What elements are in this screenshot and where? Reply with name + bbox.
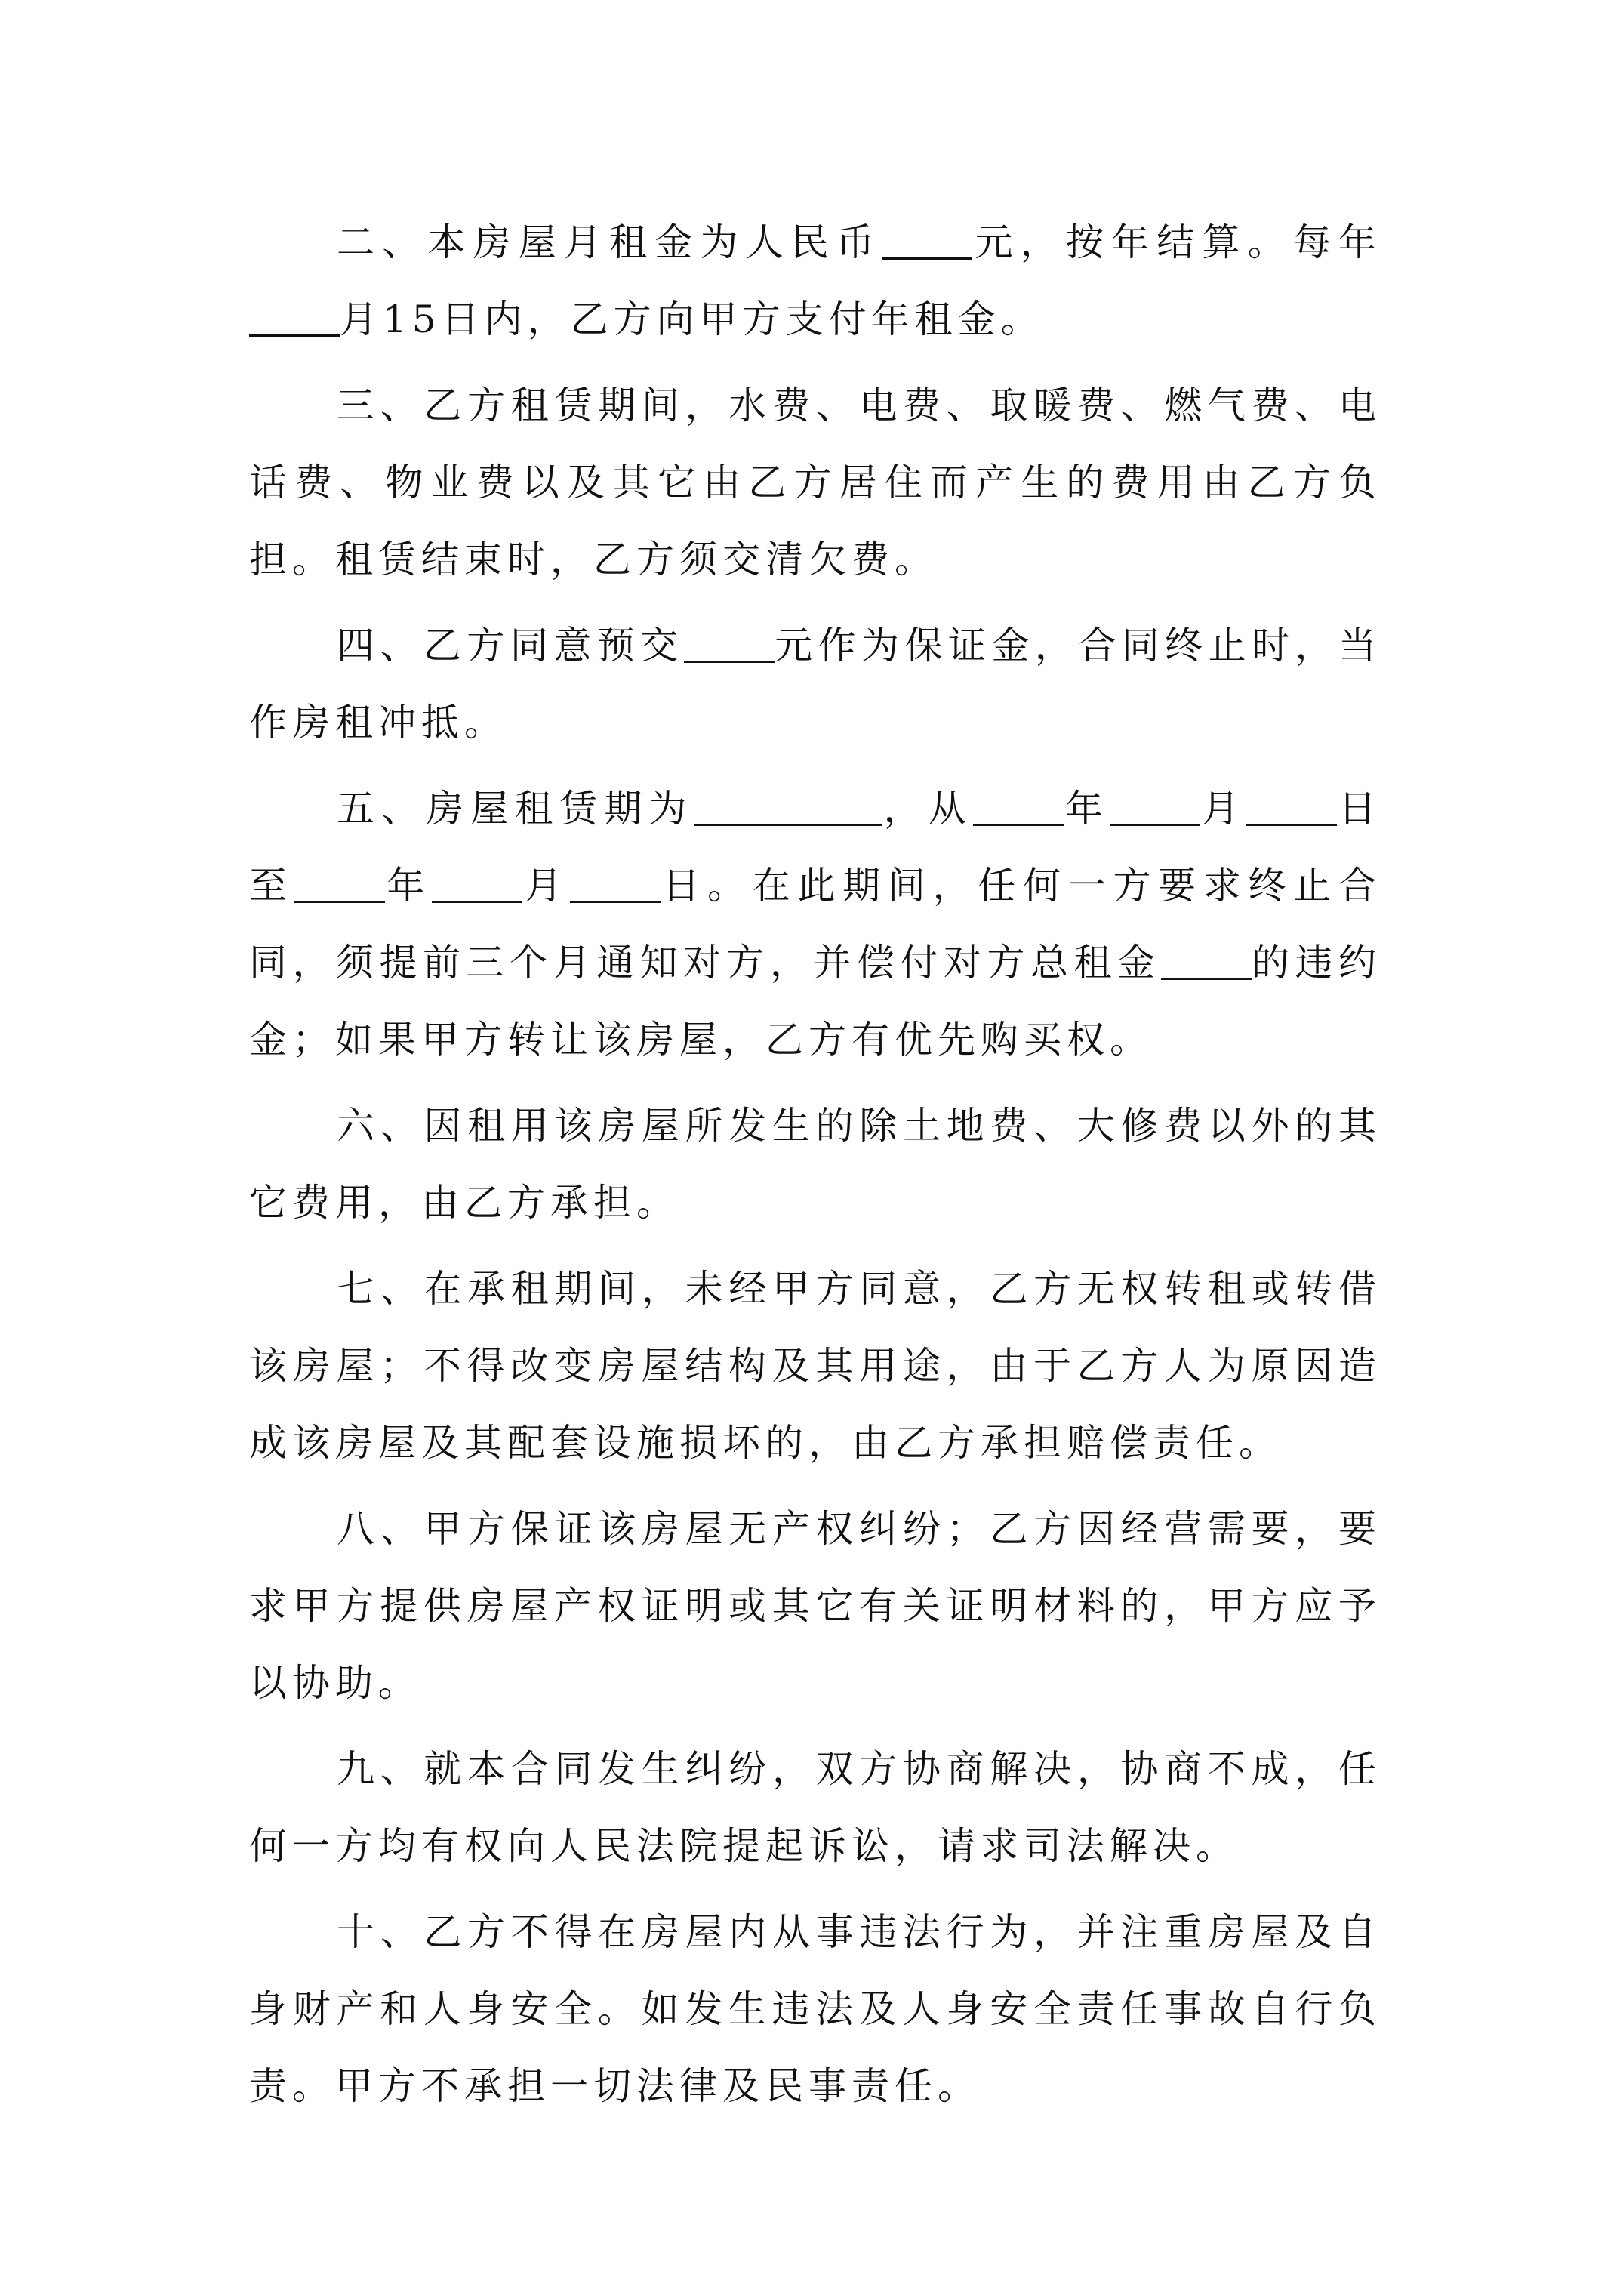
clause-text: 的违约金；如果甲方转让该房屋，乙方有优先购买权。 (249, 941, 1381, 1062)
clause-9 (249, 1730, 1381, 1885)
clause-10 (249, 1894, 1381, 2125)
clause-5 (249, 770, 1381, 1078)
fill-in-blank (432, 858, 522, 903)
clause-text: 七、在承租期间，未经甲方同意，乙方无权转租或转借该房屋；不得改变房屋结构及其用途，由于乙方人为原因造成该房屋及其配套设施损坏的，由乙方承担赔偿责任。 (249, 1267, 1381, 1465)
fill-in-blank (694, 781, 882, 826)
clause-3 (249, 367, 1381, 598)
clause-text: 元作为保证金，合同终止时，当作房租冲抵。 (249, 624, 1382, 744)
clause-text: 六、因租用该房屋所发生的除土地费、大修费以外的其它费用，由乙方承担。 (249, 1104, 1381, 1225)
fill-in-blank (249, 292, 340, 337)
clause-text: 月 (522, 864, 570, 908)
clause-text: 日。在此期间，任何一方要求终止合同，须提前三个月通知对方，并偿付对方总租金 (249, 864, 1382, 985)
clause-2 (249, 204, 1381, 358)
clause-4 (249, 607, 1381, 761)
clause-text: 日至 (249, 787, 1381, 908)
clause-text: 元，按年结算。每年 (972, 220, 1382, 264)
fill-in-blank (973, 781, 1064, 826)
clause-text: 八、甲方保证该房屋无产权纠纷；乙方因经营需要，要求甲方提供房屋产权证明或其它有关证明材料的，甲方应予以协助。 (249, 1507, 1381, 1705)
clause-text: 二、本房屋月租金为人民币 (337, 220, 882, 264)
clause-8 (249, 1490, 1381, 1721)
clause-text: 年 (384, 864, 433, 908)
clause-text: ，从 (882, 787, 973, 831)
clause-text: 四、乙方同意预交 (337, 624, 684, 667)
clause-text: 九、就本合同发生纠纷，双方协商解决，协商不成，任何一方均有权向人民法院提起诉讼，请求司法解决。 (249, 1747, 1381, 1868)
clause-text: 五、房屋租赁期为 (337, 787, 694, 831)
fill-in-blank (570, 858, 661, 903)
clause-text: 年 (1063, 787, 1110, 831)
fill-in-blank (882, 215, 972, 260)
clause-text: 十、乙方不得在房屋内从事违法行为，并注重房屋及自身财产和人身安全。如发生违法及人身安全责任事故自行负责。甲方不承担一切法律及民事责任。 (249, 1910, 1381, 2108)
fill-in-blank (294, 858, 385, 903)
fill-in-blank (1110, 781, 1200, 826)
fill-in-blank (1161, 935, 1252, 980)
fill-in-blank (1246, 781, 1337, 826)
fill-in-blank (684, 618, 775, 663)
contract-page (249, 204, 1381, 2134)
clause-6 (249, 1087, 1381, 1241)
clause-text: 月 (1200, 787, 1246, 831)
clause-text: 三、乙方租赁期间，水费、电费、取暖费、燃气费、电话费、物业费以及其它由乙方居住而产生的费用由乙方负担。租赁结束时，乙方须交清欠费。 (249, 384, 1381, 581)
clause-7 (249, 1250, 1381, 1481)
clause-text: 月15日内，乙方向甲方支付年租金。 (340, 297, 1044, 341)
